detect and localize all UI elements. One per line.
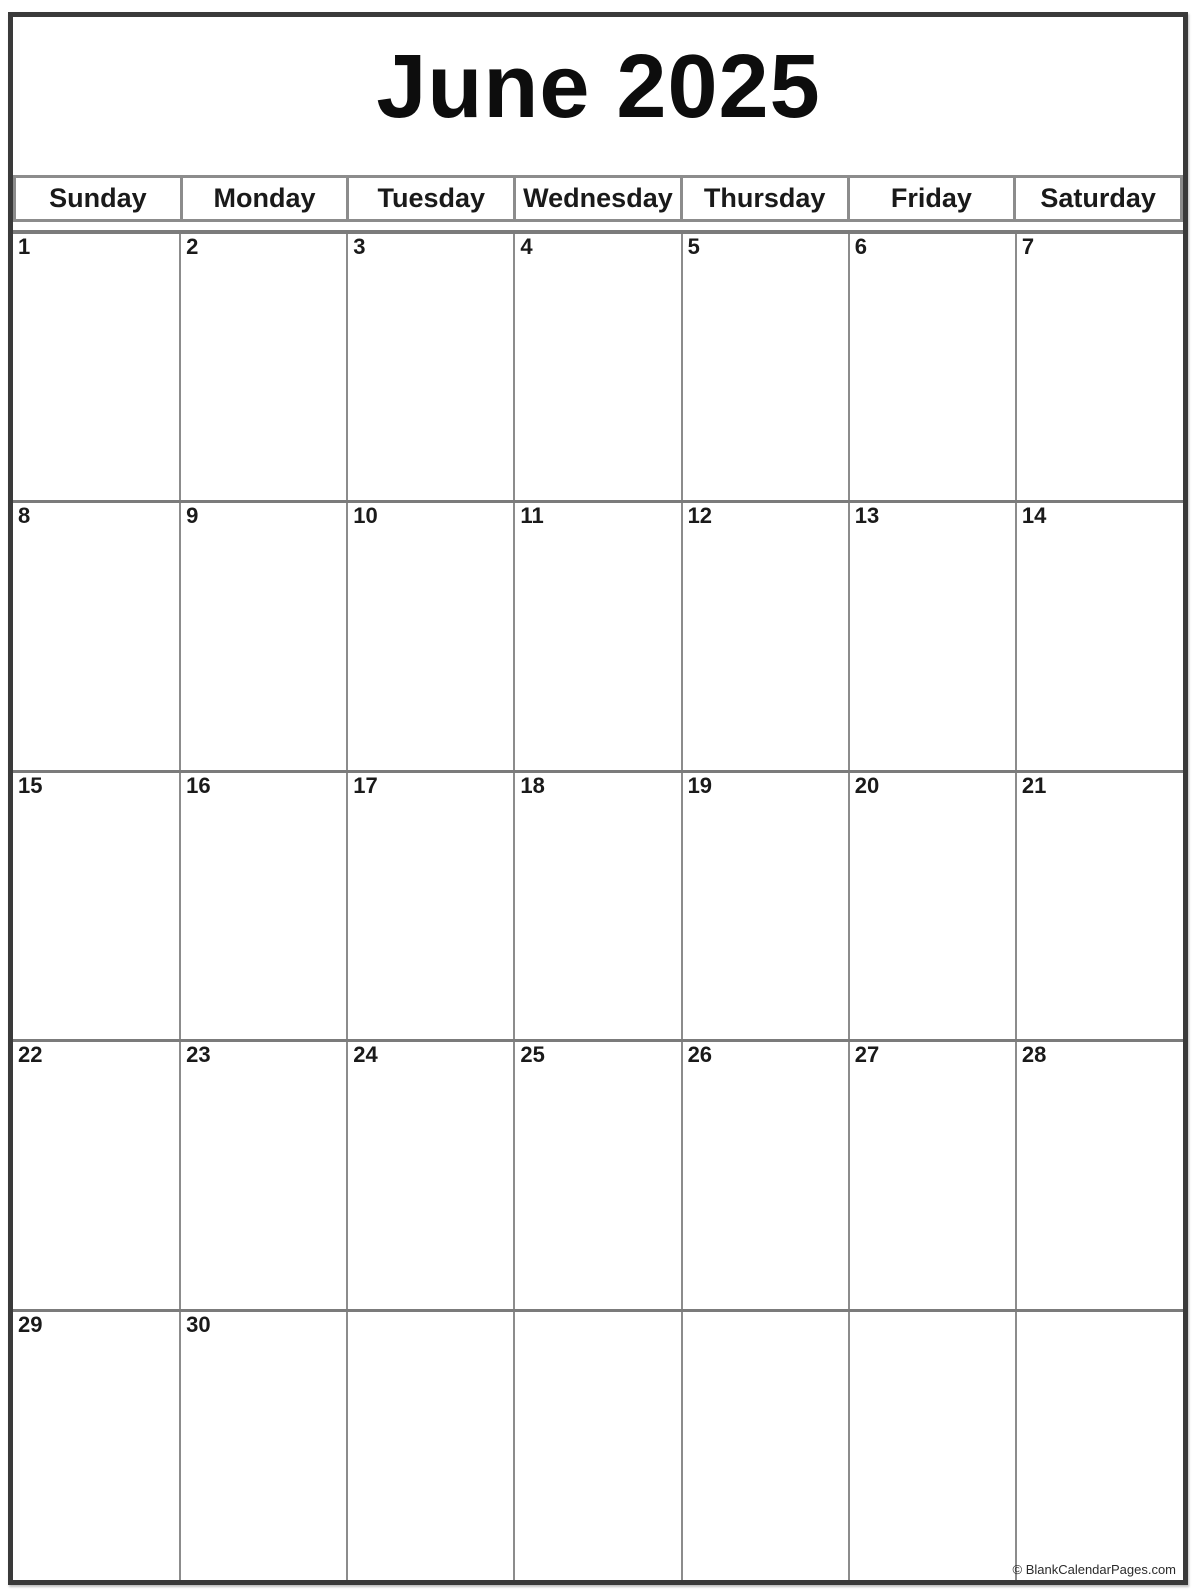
day-number: 23 [186,1042,211,1068]
weekday-header-thursday: Thursday [681,177,848,221]
day-cell [514,1041,681,1311]
weekday-header-tuesday: Tuesday [348,177,515,221]
day-number: 14 [1021,503,1047,529]
day-cell [849,771,1016,1041]
day-cell [849,1310,1016,1580]
day-number: 3 [353,234,366,259]
day-number: 21 [1021,772,1047,798]
day-number: 30 [186,1311,211,1337]
day-cell [13,771,180,1041]
day-cell [13,1310,180,1580]
day-cell [849,232,1016,502]
day-cell [347,771,514,1041]
weekday-header-sunday: Sunday [15,177,182,221]
day-cell [1016,232,1183,502]
day-number: 17 [353,772,378,798]
day-number: 6 [854,234,867,259]
day-cell [849,1041,1016,1311]
day-cell [1016,771,1183,1041]
day-cell [514,232,681,502]
day-number: 7 [1021,234,1035,259]
week-row [13,232,1183,502]
day-number: 27 [854,1042,880,1068]
day-number: 25 [520,1042,545,1068]
week-row [13,1041,1183,1311]
day-cell [514,1310,681,1580]
day-number: 29 [18,1311,43,1337]
weekday-header-monday: Monday [181,177,348,221]
day-number: 16 [186,772,211,798]
day-number: 22 [18,1042,43,1068]
weekday-header-saturday: Saturday [1015,177,1182,221]
day-number: 28 [1021,1042,1047,1068]
weekday-header-row [13,175,1183,222]
header-row [15,177,1182,221]
day-number: 10 [353,503,378,529]
weekday-header-wednesday: Wednesday [515,177,682,221]
day-cell [180,502,347,772]
day-number: 2 [186,234,199,259]
day-number: 19 [687,772,713,798]
day-number: 8 [18,503,31,529]
day-cell [849,502,1016,772]
day-cell [682,1310,849,1580]
copyright-watermark: © BlankCalendarPages.com [1012,1562,1176,1577]
day-cell [347,1310,514,1580]
day-cell [682,1041,849,1311]
weekday-header-friday: Friday [848,177,1015,221]
day-cell [514,502,681,772]
day-cell [347,232,514,502]
day-cell [1016,502,1183,772]
day-cell [180,1041,347,1311]
week-row [13,1310,1183,1580]
day-number: 24 [353,1042,378,1068]
day-cell [1012,1310,1183,1580]
week-row [13,502,1183,772]
day-number: 18 [520,772,545,798]
day-number: 5 [687,234,700,259]
day-number: 20 [854,772,880,798]
day-number: 9 [186,503,199,529]
day-cell [682,771,849,1041]
day-number: 11 [520,503,544,529]
day-cell [13,502,180,772]
day-cell [514,771,681,1041]
calendar-grid [13,230,1183,1580]
day-number: 4 [520,234,533,259]
day-cell [13,1041,180,1311]
day-number: 15 [18,772,43,798]
day-cell [682,232,849,502]
week-row [13,771,1183,1041]
day-number: 26 [687,1042,713,1068]
calendar-title: June 2025 [376,37,821,137]
day-cell [180,1310,347,1580]
day-number: 12 [687,503,713,529]
day-cell [347,502,514,772]
day-cell [682,502,849,772]
day-cell [347,1041,514,1311]
day-cell [180,771,347,1041]
day-number: 1 [18,234,31,259]
day-cell [13,232,180,502]
day-cell [1016,1041,1183,1311]
day-cell [180,232,347,502]
day-number: 13 [854,503,880,529]
